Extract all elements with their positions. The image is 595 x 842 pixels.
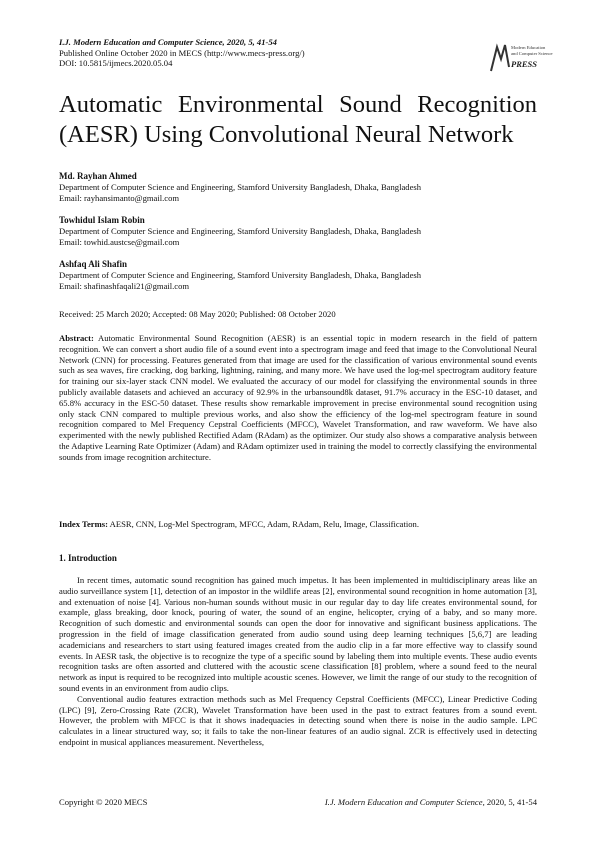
logo-line1: Modern Education: [511, 45, 546, 50]
abstract-label: Abstract:: [59, 333, 94, 343]
author-name: Towhidul Islam Robin: [59, 215, 145, 225]
paragraph: Conventional audio features extraction methods such as Mel Frequency Cepstral Coefficients (MFCC), Linear Predictive Coding (LPC) [9], Zero-Crossing Rate (ZCR), Wavelet Transformation have been used in the past to extract features from a sound event. However, the problem with MFCC is that it shows inadequacies in detecting sound when there is noise in the audio sample. LPC calculates in a linear structured way, so; it fails to take the non-linear features of an audio signal. ZCR is effectively used in detecting endpoint in musical appliances measurement. Nevertheless,: [59, 693, 537, 747]
footer-journal: [289, 797, 537, 807]
paper-title: Automatic Environmental Sound Recognition (AESR) Using Convolutional Neural Network: [59, 91, 537, 148]
author-1: [59, 171, 539, 203]
mecs-press-logo: [487, 37, 553, 79]
received-dates: Received: 25 March 2020; Accepted: 08 May 2020; Published: 08 October 2020: [59, 309, 336, 319]
footer-copyright: Copyright © 2020 MECS: [59, 797, 148, 807]
author-affiliation: Department of Computer Science and Engineering, Stamford University Bangladesh, Dhaka, Bangladesh: [59, 269, 422, 280]
body-text: [59, 575, 537, 748]
index-terms: [59, 519, 537, 529]
author-3: [59, 259, 539, 291]
author-2: [59, 215, 539, 247]
footer-journal-name: I.J. Modern Education and Computer Science,: [324, 797, 485, 807]
author-affiliation: Department of Computer Science and Engineering, Stamford University Bangladesh, Dhaka, Bangladesh: [59, 181, 422, 192]
author-affiliation: Department of Computer Science and Engineering, Stamford University Bangladesh, Dhaka, Bangladesh: [59, 225, 422, 236]
abstract: [59, 333, 537, 463]
logo-mark: PRESS: [511, 59, 537, 69]
author-name: Ashfaq Ali Shafin: [59, 259, 128, 269]
journal-issue: 2020, 5, 41-54: [224, 37, 277, 47]
logo-line2: and Computer Science: [511, 51, 553, 56]
paragraph: In recent times, automatic sound recognition has gained much impetus. It has been implemented in multidisciplinary areas like an audio surveillance system [1], detection of an impostor in the wildlife areas [2], environmental sound recognition in home automation [3], and extenuation of noise [4]. Various non-human sounds without music in our regular day to day life creates environmental sound, for example, glass breaking, door knock, pouring of water, the sound of an engine, helicopter, crying of a baby, and so many more. Recognition of such domestic and environmental sounds can open the door for innovative and significant business applications. The progression in the field of image classification generated from audio sound using deep learning techniques [5,6,7] are leading academicians and researchers to start using featured images created from the audio clip in a far more effective way to classify sound events. In AESR task, the objective is to recognize the type of a specific sound by labeling them into multiple events. These audio events recognition tasks are often assorted and cluttered with the acoustic scene classification [8] problem, where a sound feed to the neural network as input is required to be recognized into multiple acoustic scenes. However, we limit the range of our study to the recognition of sound events in an environment from audio clips.: [59, 575, 537, 693]
doi-line: DOI: 10.5815/ijmecs.2020.05.04: [59, 58, 173, 69]
index-terms-label: Index Terms:: [59, 519, 108, 529]
index-terms-text: AESR, CNN, Log-Mel Spectrogram, MFCC, Adam, RAdam, Relu, Image, Classification.: [107, 519, 419, 529]
journal-name: I.J. Modern Education and Computer Science,: [59, 37, 225, 47]
author-email: Email: shafinashfaqali21@gmail.com: [59, 280, 190, 291]
journal-header: [59, 37, 359, 69]
author-email: Email: rayhansimanto@gmail.com: [59, 192, 180, 203]
published-line: Published Online October 2020 in MECS (http://www.mecs-press.org/): [59, 47, 305, 58]
author-email: Email: towhid.austcse@gmail.com: [59, 236, 180, 247]
section-heading: 1. Introduction: [59, 553, 117, 563]
journal-line: [59, 37, 359, 48]
press-logo-icon: [487, 37, 553, 79]
footer-issue: 2020, 5, 41-54: [484, 797, 537, 807]
abstract-text: Automatic Environmental Sound Recognition (AESR) is an essential topic in modern research in the field of pattern recognition. We can convert a short audio file of a sound event into a spectrogram image and feed that image to the Convolutional Neural Network (CNN) for processing. Features generated from that image are used for the classification of various environmental sound events such as sea waves, fire cracking, dog barking, lightning, raining, and many more. We have used the log-mel spectrogram auditory feature for training our six-layer stack CNN model. We evaluated the accuracy of our model for classifying the environmental sounds in three publicly available datasets and achieved an accuracy of 92.9% in the urbansound8k dataset, 91.7% accuracy in the ESC-10 dataset, and 65.8% accuracy in the ESC-50 dataset. These results show remarkable improvement in precise environmental sound recognition using only stack CNN compared to multiple previous works, and also show the efficiency of the log-mel spectrogram feature in sound recognition compared to Mel Frequency Cepstral Coefficients (MFCC), Wavelet Transformation, and raw waveform. We have also experimented with the newly published Rectified Adam (RAdam) as the optimizer. Our study also shows a comparative analysis between the Adaptive Learning Rate Optimizer (Adam) and RAdam optimizer used in training the model to correctly classifying the environmental sounds from image recognition architecture.: [59, 333, 537, 462]
author-name: Md. Rayhan Ahmed: [59, 171, 137, 181]
